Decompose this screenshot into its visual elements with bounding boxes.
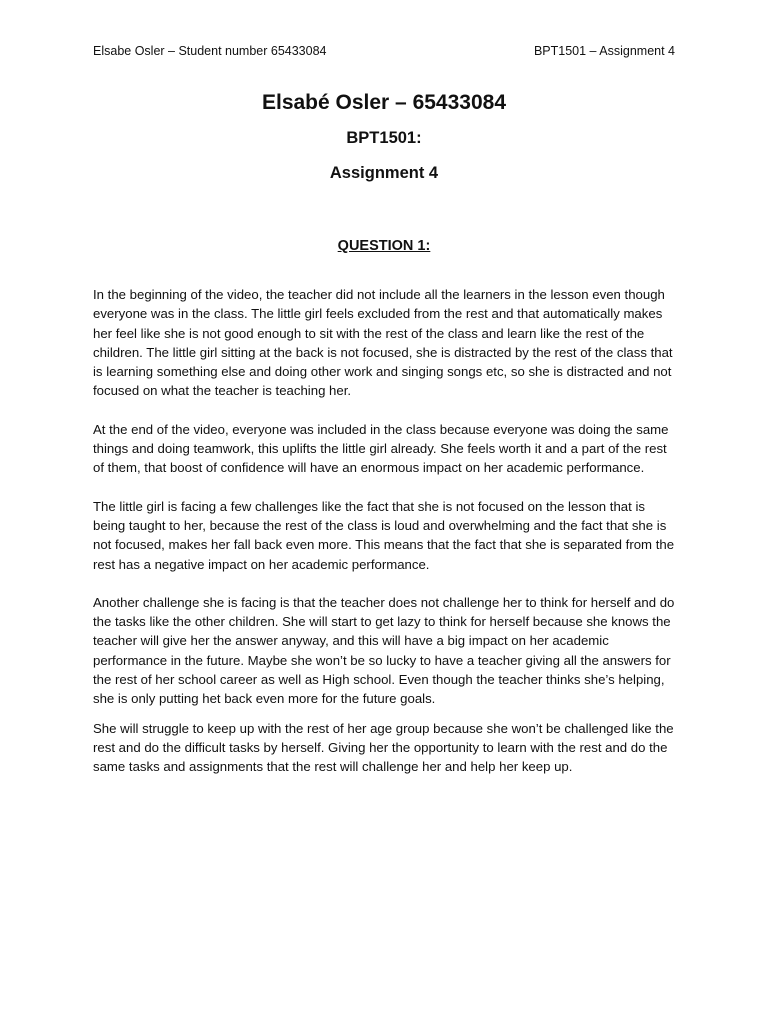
- assignment-label: Assignment 4: [329, 164, 439, 182]
- paragraph-2: At the end of the video, everyone was included in the class because everyone was doing the same things and doing teamwork, this uplifts the little girl already. She feels worth it and a part of the rest of them, that boost of confidence will have an enormous impact on her academic performance.: [93, 421, 669, 476]
- question-heading: QUESTION 1:: [337, 238, 431, 254]
- paragraph-4: Another challenge she is facing is that the teacher does not challenge her to think for herself and do the tasks like the other children. She will start to get lazy to think for herself because she knows the teacher will give her the answer anyway, and this will have a big impact on her academic performance in the future. Maybe she won’t be so lucky to have a teacher giving all the answers for the rest of her school career as well as High school. Even though the teacher thinks she’s helping, she is only putting het back even more for the future goals.: [93, 594, 675, 707]
- course-code: BPT1501:: [346, 129, 422, 147]
- paragraph-1: In the beginning of the video, the teacher did not include all the learners in the lesson even though everyone was in the class. The little girl feels excluded from the rest and that automatically makes her feel like she is not good enough to sit with the rest of the class and learn like the rest of the children. The little girl sitting at the back is not focused, she is distracted by the rest of the class that is learning something else and doing other work and singing songs etc, so she is distracted and not focused on what the teacher is teaching her.: [93, 287, 673, 399]
- header-right: BPT1501 – Assignment 4: [533, 44, 675, 58]
- title-block: [0, 88, 768, 185]
- document-title: Elsabé Osler – 65433084: [261, 91, 507, 114]
- paragraph-3: The little girl is facing a few challenges like the fact that she is not focused on the lesson that is being taught to her, because the rest of the class is loud and overwhelming and the fact that she is not focused, makes her fall back even more. This means that the fact that she is separated from the rest has a negative impact on her academic performance.: [93, 498, 675, 572]
- document-body: [93, 285, 677, 777]
- paragraph-5: She will struggle to keep up with the rest of her age group because she won’t be challenged like the rest and do the difficult tasks by herself. Giving her the opportunity to learn with the rest and do the same tasks and assignments that the rest will challenge her and help her keep up.: [93, 720, 674, 775]
- page-header: [93, 42, 675, 60]
- header-left: Elsabe Osler – Student number 65433084: [93, 44, 327, 58]
